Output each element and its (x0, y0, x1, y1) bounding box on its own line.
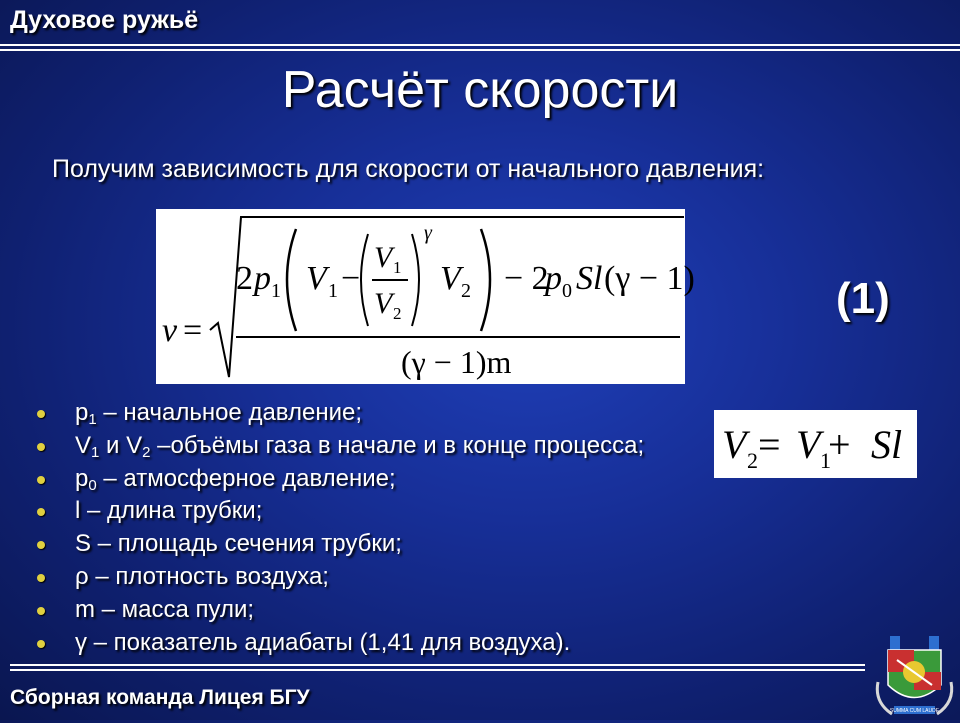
slide-title: Расчёт скорости (281, 61, 679, 119)
list-item (37, 628, 644, 661)
v2-equals: = (758, 422, 781, 467)
legend-text: m – масса пули; (75, 595, 255, 623)
bullet-icon (37, 607, 45, 615)
frac-V2-sub: 2 (393, 304, 402, 323)
volume-formula (714, 410, 917, 478)
legend-text: S – площадь сечения трубки; (75, 530, 402, 558)
v2-Sl: Sl (871, 422, 903, 467)
list-item (37, 464, 644, 497)
bullet-icon (37, 476, 45, 484)
bullet-icon (37, 443, 45, 451)
list-item (37, 431, 644, 464)
bullet-icon (37, 508, 45, 516)
velocity-formula (156, 209, 695, 384)
legend-symbol-2: и V (99, 431, 143, 459)
footer-divider-2 (10, 669, 865, 671)
legend-symbol: p (75, 464, 89, 492)
logo-motto: SUMMA CUM LAUDE (889, 708, 940, 714)
num-gamma-factor: (γ − 1) (604, 260, 695, 297)
frac-V1-sub: 1 (393, 258, 402, 277)
num-V2-sub: 2 (461, 280, 471, 302)
inner-paren-right (412, 234, 419, 326)
exponent-gamma: γ (424, 222, 432, 244)
legend-symbol: V (75, 431, 92, 459)
footer-divider (10, 664, 865, 666)
lyceum-logo (872, 630, 957, 718)
legend-text: l – длина трубки; (75, 497, 263, 525)
list-item (37, 496, 644, 529)
v1-sub: 1 (820, 448, 831, 473)
big-paren-left (287, 229, 296, 331)
num-V2: V (440, 260, 461, 297)
list-item (37, 398, 644, 431)
legend-text: ρ – плотность воздуха; (75, 562, 329, 590)
slide-subtitle: Получим зависимость для скорости от начального давления: (52, 155, 765, 183)
list-item (37, 562, 644, 595)
legend-subscript: 0 (88, 476, 97, 494)
variable-legend (37, 398, 644, 660)
legend-subscript: 1 (91, 443, 100, 461)
big-paren-right (481, 229, 490, 331)
bullet-icon (37, 410, 45, 418)
num-p-sub: 1 (271, 280, 281, 302)
frac-V1: V (374, 241, 393, 274)
num-p: p (254, 260, 271, 297)
legend-subscript: 1 (88, 411, 97, 428)
list-item (37, 529, 644, 562)
bullet-icon (37, 640, 45, 648)
list-item (37, 595, 644, 628)
header-divider-2 (0, 49, 960, 51)
frac-V2: V (374, 287, 393, 320)
num-minus: − (341, 260, 361, 297)
equation-number: (1) (836, 274, 890, 323)
legend-text: – начальное давление; (96, 399, 363, 426)
v2-sub: 2 (747, 448, 758, 473)
legend-text: – атмосферное давление; (96, 464, 396, 492)
num-term2: − 2 (504, 260, 549, 297)
legend-subscript-2: 2 (142, 443, 151, 461)
legend-text: γ – показатель адиабаты (1,41 для воздуха). (75, 628, 571, 656)
num-p0-sub: 0 (562, 280, 572, 302)
num-coef: 2 (236, 260, 253, 297)
bullet-icon (37, 541, 45, 549)
num-Sl: Sl (576, 260, 603, 297)
v1-V: V (796, 422, 821, 467)
header-title: Духовое ружьё (10, 6, 199, 34)
num-V1-sub: 1 (328, 280, 338, 302)
num-p0: p (545, 260, 562, 297)
legend-text: –объёмы газа в начале и в конце процесса; (150, 431, 645, 459)
v2-V: V (722, 422, 747, 467)
denominator: (γ − 1)m (401, 344, 512, 380)
formula-equals: = (183, 312, 203, 349)
inner-paren-left (361, 234, 368, 326)
legend-symbol: p (75, 399, 89, 426)
formula-v: v (162, 312, 178, 349)
header-divider (0, 44, 960, 46)
v2-plus: + (828, 422, 851, 467)
bullet-icon (37, 574, 45, 582)
footer-text: Сборная команда Лицея БГУ (10, 686, 310, 709)
num-V1: V (306, 260, 327, 297)
